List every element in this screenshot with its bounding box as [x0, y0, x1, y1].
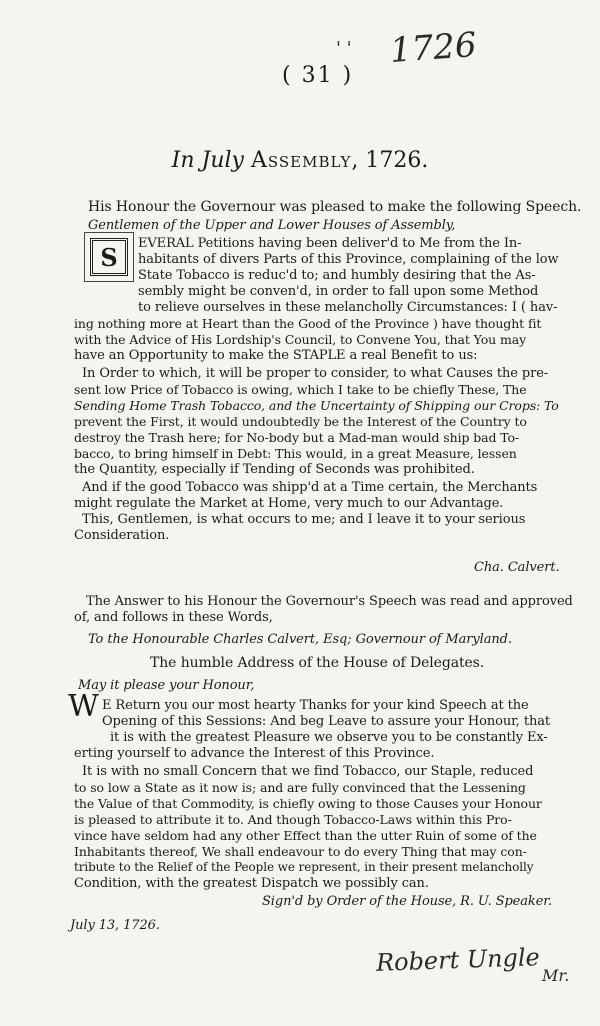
answer-line: It is with no small Concern that we find Tobacco, our Staple, reduced	[82, 764, 534, 779]
handwritten-signature: Robert Ungle	[375, 943, 541, 977]
speech-line: habitants of divers Parts of this Province, complaining of the low	[138, 252, 559, 267]
address-salutation: May it please your Honour,	[78, 678, 255, 693]
speech-line: State Tobacco is reduc'd to; and humbly desiring that the As-	[138, 268, 536, 283]
speech-line: This, Gentlemen, is what occurs to me; and I leave it to your serious	[82, 512, 526, 527]
address-heading: The humble Address of the House of Delegates.	[150, 655, 485, 671]
handwritten-mark: ' '	[336, 38, 352, 59]
address-to: To the Honourable Charles Calvert, Esq; Governour of Maryland.	[88, 632, 512, 647]
speech-line: to relieve ourselves in these melancholly Circumstances: I ( hav-	[138, 300, 558, 315]
speech-line: have an Opportunity to make the STAPLE a real Benefit to us:	[74, 348, 478, 363]
speech-line: And if the good Tobacco was shipp'd at a Time certain, the Merchants	[82, 480, 538, 495]
answer-line: tribute to the Relief of the People we represent, in their present melancholly	[74, 860, 534, 874]
answer-intro-line: of, and follows in these Words,	[74, 610, 273, 625]
title-prefix: In July	[171, 148, 244, 173]
answer-line: Opening of this Sessions: And beg Leave to assure your Honour, that	[102, 714, 551, 729]
answer-line: to so low a State as it now is; and are fully convinced that the Lessening	[74, 780, 526, 795]
speech-line: EVERAL Petitions having been deliver'd to Me from the In-	[138, 236, 522, 251]
speech-line: ing nothing more at Heart than the Good of the Province ) have thought fit	[74, 316, 542, 331]
speech-line: prevent the First, it would undoubtedly be the Interest of the Country to	[74, 414, 527, 429]
speech-line: destroy the Trash here; for No-body but a Mad-man would ship bad To-	[74, 430, 520, 445]
answer-line: it is with the greatest Pleasure we observe you to be constantly Ex-	[110, 730, 548, 745]
document-date: July 13, 1726.	[70, 918, 160, 933]
speech-line: sembly might be conven'd, in order to fall upon some Method	[138, 284, 539, 299]
speech-signature: Cha. Calvert.	[474, 560, 560, 575]
title-main: Assembly	[250, 148, 352, 173]
handwritten-title: Mr.	[542, 966, 570, 985]
speech-line: sent low Price of Tobacco is owing, which I take to be chiefly These, The	[74, 382, 527, 397]
answer-line: erting yourself to advance the Interest of this Province.	[74, 746, 435, 761]
answer-line: the Value of that Commodity, is chiefly owing to those Causes your Honour	[74, 796, 542, 811]
page-number: ( 31 )	[282, 63, 354, 88]
big-initial: W	[68, 689, 99, 724]
signed-by-order: Sign'd by Order of the House, R. U. Speaker.	[262, 894, 553, 909]
speech-line: In Order to which, it will be proper to consider, to what Causes the pre-	[82, 366, 549, 381]
drop-cap: S	[90, 238, 128, 276]
speech-line: might regulate the Market at Home, very much to our Advantage.	[74, 496, 504, 511]
answer-line: E Return you our most hearty Thanks for your kind Speech at the	[102, 698, 529, 713]
answer-line: Condition, with the greatest Dispatch we possibly can.	[74, 876, 429, 891]
title-suffix: , 1726.	[351, 148, 429, 173]
speech-line: Consideration.	[74, 528, 170, 543]
handwritten-year: 1726	[388, 25, 478, 71]
speech-line: the Quantity, especially if Tending of Seconds was prohibited.	[74, 462, 475, 477]
answer-line: is pleased to attribute it to. And though Tobacco-Laws within this Pro-	[74, 812, 512, 827]
speech-salutation: Gentlemen of the Upper and Lower Houses of Assembly,	[88, 218, 456, 233]
answer-line: Inhabitants thereof, We shall endeavour to do every Thing that may con-	[74, 844, 527, 859]
speech-intro: His Honour the Governour was pleased to make the following Speech.	[88, 199, 582, 215]
speech-line: Sending Home Trash Tobacco, and the Uncertainty of Shipping our Crops: To	[74, 398, 559, 413]
speech-line: bacco, to bring himself in Debt: This would, in a great Measure, lessen	[74, 446, 517, 461]
answer-intro-line: The Answer to his Honour the Governour's Speech was read and approved	[86, 594, 573, 609]
answer-line: vince have seldom had any other Effect than the utter Ruin of some of the	[74, 828, 537, 843]
speech-line: with the Advice of His Lordship's Council, to Convene You, that You may	[74, 332, 527, 347]
page-title	[0, 148, 600, 173]
